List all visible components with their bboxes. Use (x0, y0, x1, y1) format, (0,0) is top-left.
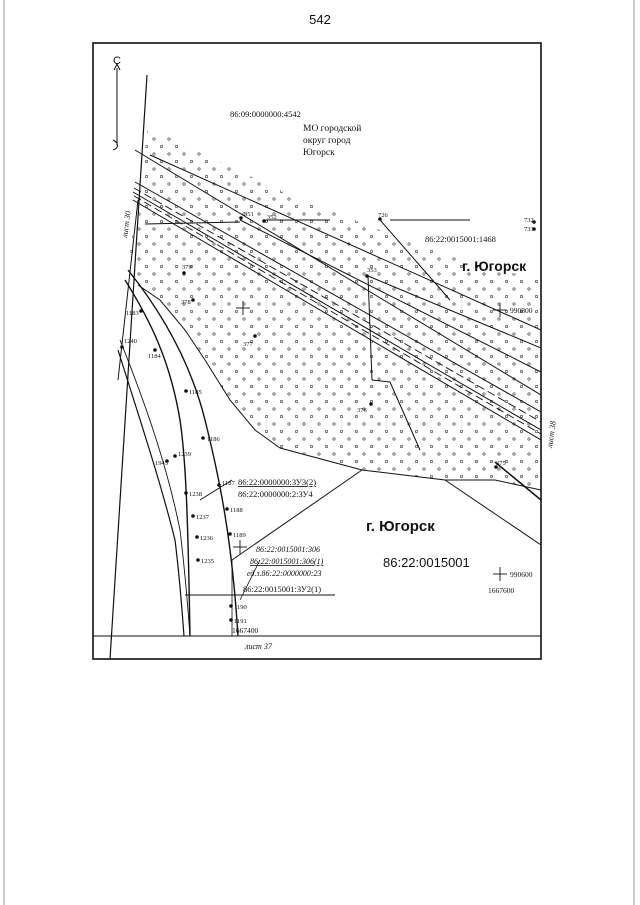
boundary-point-1187 (217, 483, 221, 487)
label-town-upper: г. Югорск (462, 258, 527, 274)
label-municipal-1: МО городской (303, 124, 362, 134)
point-label-1239: 1239 (178, 451, 191, 458)
point-label-1183: 1183 (126, 310, 139, 317)
boundary-point-1189 (228, 532, 232, 536)
point-label-1238: 1238 (189, 491, 202, 498)
boundary-point-1236 (195, 535, 199, 539)
point-label-1236: 1236 (200, 535, 213, 542)
boundary-point-378 (191, 298, 195, 302)
boundary-point-351 (239, 216, 243, 220)
boundary-point-1185 (184, 389, 188, 393)
point-label-352: 352 (267, 214, 277, 221)
crosshair-bottom-right (493, 567, 507, 581)
boundary-point-377 (253, 334, 257, 338)
boundary-point-1188 (225, 507, 229, 511)
point-label-377: 377 (243, 341, 253, 348)
label-zu3-2: 86:22:0000000:ЗУ3(2) (238, 477, 317, 487)
point-label-732: 732 (524, 217, 534, 224)
point-label-1185: 1185 (189, 389, 202, 396)
point-label-379: 379 (182, 264, 192, 271)
coord-x-lower-right: 1667600 (488, 586, 515, 595)
sheet-label-right: лист 38 (545, 420, 558, 449)
point-label-1235: 1235 (201, 558, 214, 565)
boundary-point-1184 (153, 348, 157, 352)
boundary-point-1239 (173, 454, 177, 458)
sheet-label-left: лист 30 (120, 210, 133, 239)
label-municipal-2: округ город (303, 136, 351, 146)
label-block-main: 86:22:0015001 (383, 555, 470, 570)
boundary-point-353 (365, 274, 369, 278)
point-label-1943: 1943 (155, 460, 168, 467)
label-parcel-306-1: 86:22:0015001:306(1) (250, 557, 324, 566)
crosshair-lower (233, 540, 247, 554)
point-label-1191: 1191 (234, 618, 247, 625)
point-label-1187: 1187 (222, 480, 235, 487)
label-ed-zemlepolz: ед.з.86:22:0000000:23 (247, 569, 322, 578)
boundary-point-352 (262, 219, 266, 223)
boundary-point-1237 (191, 514, 195, 518)
coord-y-lower: 990600 (510, 570, 533, 579)
boundary-point-1235 (196, 558, 200, 562)
boundary-point-1238 (184, 491, 188, 495)
point-label-726: 726 (378, 212, 388, 219)
point-label-1188: 1188 (230, 507, 243, 514)
boundary-point-376 (369, 402, 373, 406)
label-municipal-3: Югорск (303, 148, 335, 158)
point-label-733: 733 (524, 226, 534, 233)
point-label-378: 378 (181, 299, 191, 306)
point-label-376: 376 (357, 407, 367, 414)
boundary-point-379 (182, 271, 186, 275)
boundary-point-1240 (120, 345, 124, 349)
boundary-point-1183 (139, 309, 143, 313)
point-label-1240: 1240 (124, 338, 137, 345)
label-zu2-1: 86:22:0015001:ЗУ2(1) (243, 584, 322, 594)
boundary-point-1186 (201, 436, 205, 440)
label-2-zu4: 86:22:0000000:2:ЗУ4 (238, 489, 313, 499)
sheet-label-bottom: лист 37 (245, 642, 272, 651)
label-parcel-1468: 86:22:0015001:1468 (425, 234, 496, 244)
label-block-4542: 86:09:0000000:4542 (230, 109, 301, 119)
point-label-1190: 1190 (234, 604, 247, 611)
point-label-351: 351 (244, 211, 254, 218)
dotted-area (130, 128, 541, 490)
coord-y-upper: 990800 (510, 306, 533, 315)
coord-x-lower-left: 1667400 (232, 626, 259, 635)
north-arrow (113, 55, 121, 150)
point-label-1189: 1189 (233, 532, 246, 539)
point-label-1186: 1186 (207, 436, 220, 443)
label-town-lower: г. Югорск (366, 518, 435, 535)
point-label-1184: 1184 (148, 353, 161, 360)
boundary-point-1191 (229, 618, 233, 622)
point-label-375: 375 (496, 460, 506, 467)
boundary-point-1190 (229, 604, 233, 608)
page-number: 542 (309, 12, 331, 27)
north-label: С (113, 55, 121, 67)
point-label-1237: 1237 (196, 514, 209, 521)
point-label-353: 353 (367, 267, 377, 274)
label-parcel-306: 86:22:0015001:306 (256, 545, 320, 554)
